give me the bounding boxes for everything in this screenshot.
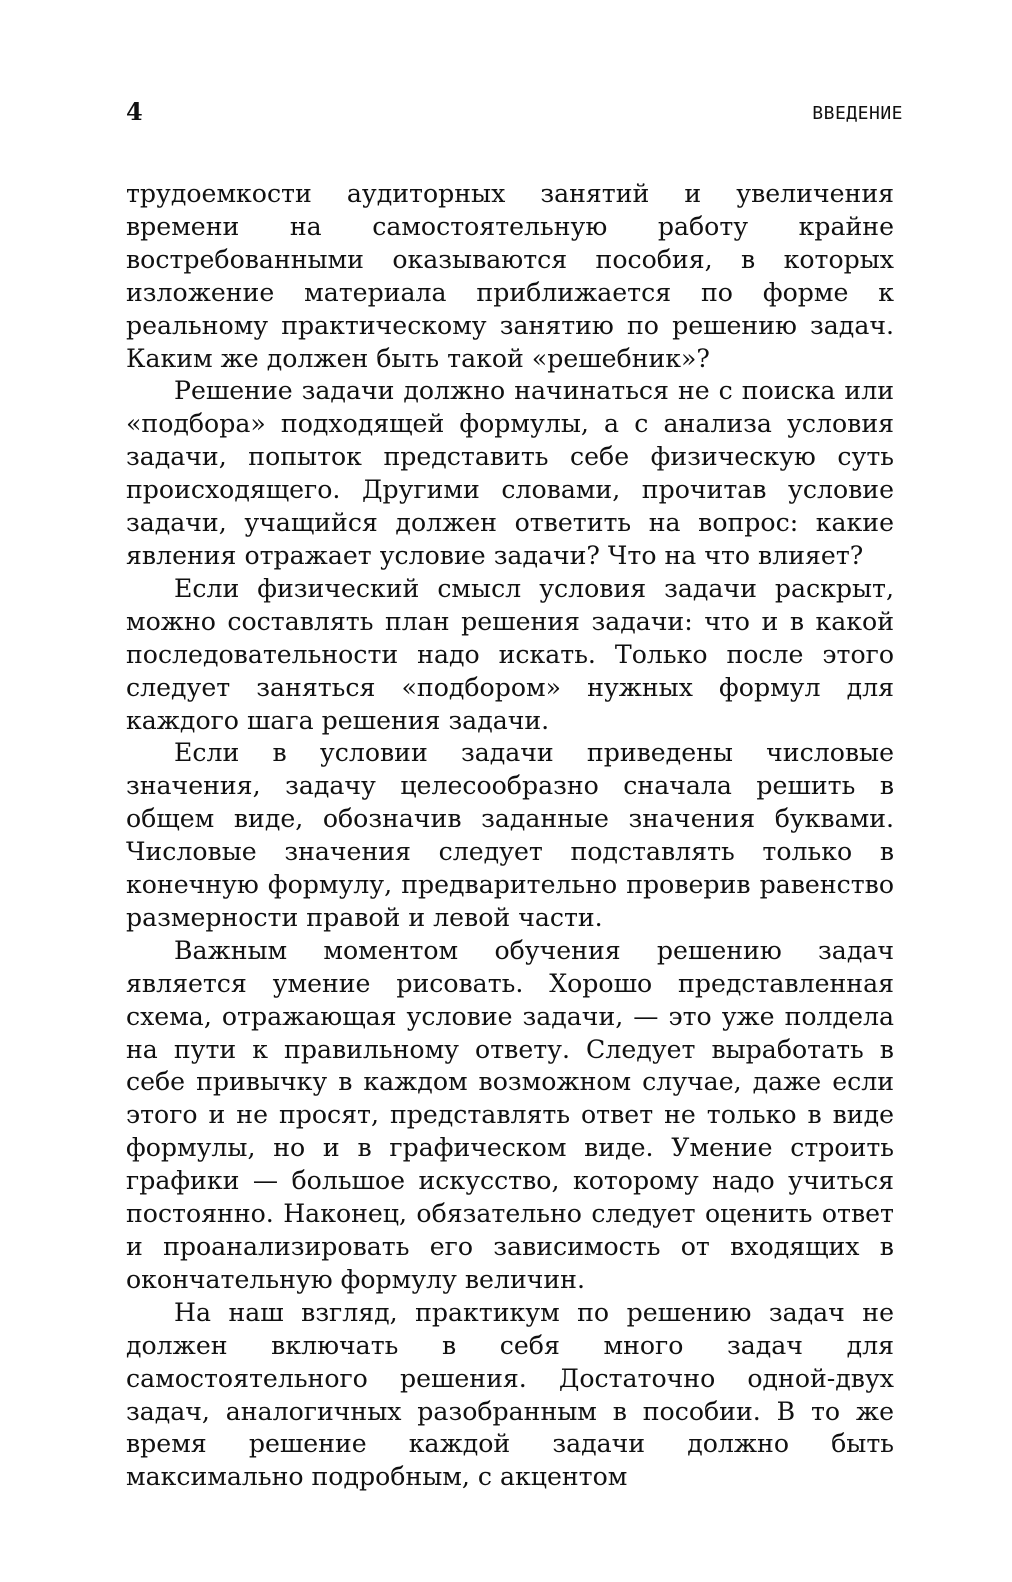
paragraph: Важным моментом обучения решению задач является умение рисовать. Хорошо представленная схема, отражающая условие задачи, — это уже полдела на пути к правильному ответу. Следует выработать в себе привычку в каждом возможном случае, даже если этого и не просят, представлять ответ не только в виде формулы, но и в графическом виде. Умение строить графики — большое искусство, которому надо учиться постоянно. Наконец, обязательно следует оценить ответ и проанализировать его зависимость от входящих в окончательную формулу величин. (126, 935, 894, 1294)
running-title: ВВЕДЕНИЕ (812, 103, 903, 124)
paragraph: На наш взгляд, практикум по решению задач не должен включать в себя много задач для самостоятельного решения. Достаточно одной-двух задач, аналогичных разобранным в пособии. В то же время решение каждой задачи должно быть максимально подробным, с акцентом (126, 1297, 894, 1492)
page-number: 4 (126, 97, 143, 126)
paragraph-continued: трудоемкости аудиторных занятий и увеличения времени на самостоятельную работу крайне востребованными оказываются пособия, в которых изложение материала приближается по форме к реальному практическому занятию по решению задач. Каким же должен быть такой «решебник»? (126, 179, 894, 373)
paragraph: Если физический смысл условия задачи раскрыт, можно составлять план решения задачи: что и в какой последовательности надо искать. Только после этого следует заняться «подбором» нужных формул для каждого шага решения задачи. (126, 573, 894, 735)
paragraph: Решение задачи должно начинаться не с поиска или «подбора» подходящей формулы, а с анализа условия задачи, попыток представить себе физическую суть происходящего. Другими словами, прочитав условие задачи, учащийся должен ответить на вопрос: какие явления отражает условие задачи? Что на что влияет? (126, 376, 894, 570)
paragraph: Если в условии задачи приведены числовые значения, задачу целесообразно сначала решить в общем виде, обозначив заданные значения буквами. Числовые значения следует подставлять только в конечную формулу, предварительно проверив равенство размерности правой и левой части. (126, 738, 894, 932)
body-text (126, 178, 894, 1494)
